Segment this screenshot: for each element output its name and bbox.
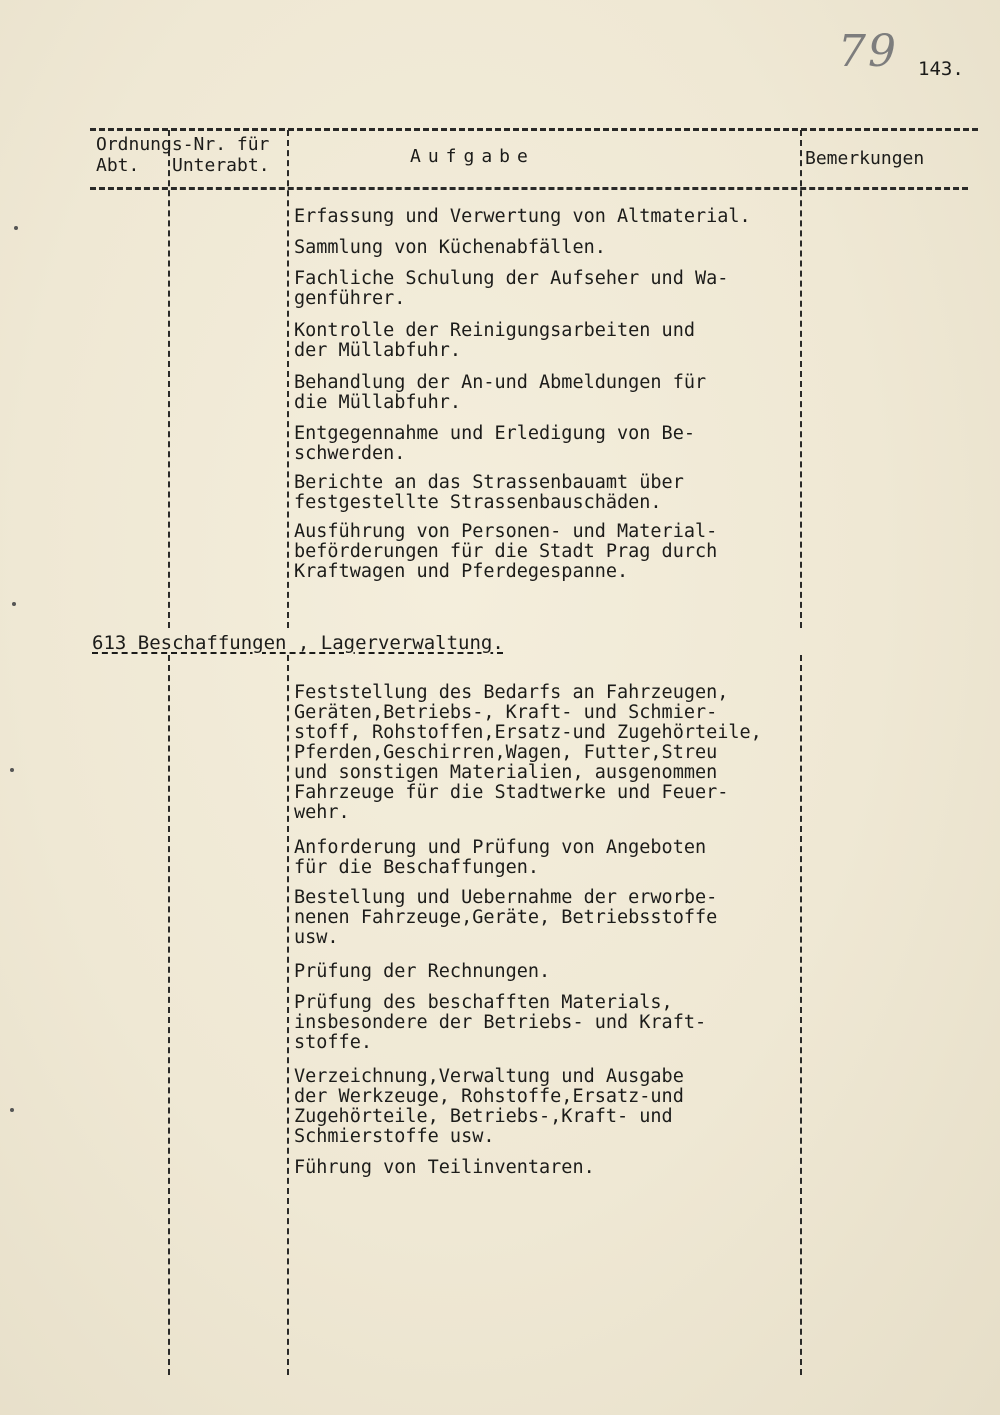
- task-item: Kontrolle der Reinigungsarbeiten und der Müllabfuhr.: [294, 320, 695, 361]
- margin-mark: [12, 602, 16, 606]
- task-item: Erfassung und Verwertung von Altmaterial.: [294, 206, 751, 227]
- column-divider-abt: [168, 130, 170, 628]
- table-header-rule: [90, 187, 968, 190]
- task-item: Ausführung von Personen- und Material- beförderungen für die Stadt Prag durch Kraftwagen und Pferdegespanne.: [294, 521, 718, 582]
- table-top-rule: [90, 128, 978, 131]
- task-item: Fachliche Schulung der Aufseher und Wa- genführer.: [294, 268, 729, 309]
- task-item: Anforderung und Prüfung von Angeboten für die Beschaffungen.: [294, 837, 707, 878]
- header-bemerkungen: Bemerkungen: [805, 148, 925, 169]
- margin-mark: [14, 226, 18, 230]
- section-heading-613: 613 Beschaffungen , Lagerverwaltung.: [92, 632, 504, 654]
- task-item: Bestellung und Uebernahme der erworbe- nenen Fahrzeuge,Geräte, Betriebsstoffe usw.: [294, 887, 718, 948]
- margin-mark: [10, 768, 14, 772]
- column-divider-unterabt: [287, 130, 289, 628]
- task-item: Berichte an das Strassenbauamt über festgestellte Strassenbauschäden.: [294, 472, 684, 513]
- task-item: Feststellung des Bedarfs an Fahrzeugen, Geräten,Betriebs-, Kraft- und Schmier- stoff, Rohstoffen,Ersatz-und Zugehörteile, Pferden,Geschirren,Wagen, Futter,Streu und sonstigen Materialien, ausgenommen Fahrzeuge für die Stadtwerke und Feuer- wehr.: [294, 682, 762, 823]
- task-item: Behandlung der An-und Abmeldungen für die Müllabfuhr.: [294, 372, 707, 413]
- task-item: Verzeichnung,Verwaltung und Ausgabe der Werkzeuge, Rohstoffe,Ersatz-und Zugehörteile, Betriebs-,Kraft- und Schmierstoffe usw.: [294, 1066, 684, 1147]
- task-item: Prüfung der Rechnungen.: [294, 961, 551, 982]
- column-divider-abt-lower: [168, 655, 170, 1375]
- task-item: Entgegennahme und Erledigung von Be- schwerden.: [294, 423, 695, 464]
- column-divider-unterabt-lower: [287, 655, 289, 1375]
- header-unterabt: Unterabt.: [172, 155, 270, 176]
- task-item: Führung von Teilinventaren.: [294, 1157, 595, 1178]
- header-aufgabe: Aufgabe: [410, 146, 535, 167]
- task-item: Prüfung des beschafften Materials, insbesondere der Betriebs- und Kraft- stoffe.: [294, 992, 707, 1053]
- header-ordnungs-nr: Ordnungs-Nr. für: [96, 134, 270, 155]
- task-item: Sammlung von Küchenabfällen.: [294, 237, 606, 258]
- page-number: 143.: [918, 58, 964, 80]
- handwritten-folio-number: 79: [838, 26, 898, 77]
- margin-mark: [10, 1108, 14, 1112]
- header-abt: Abt.: [96, 155, 140, 176]
